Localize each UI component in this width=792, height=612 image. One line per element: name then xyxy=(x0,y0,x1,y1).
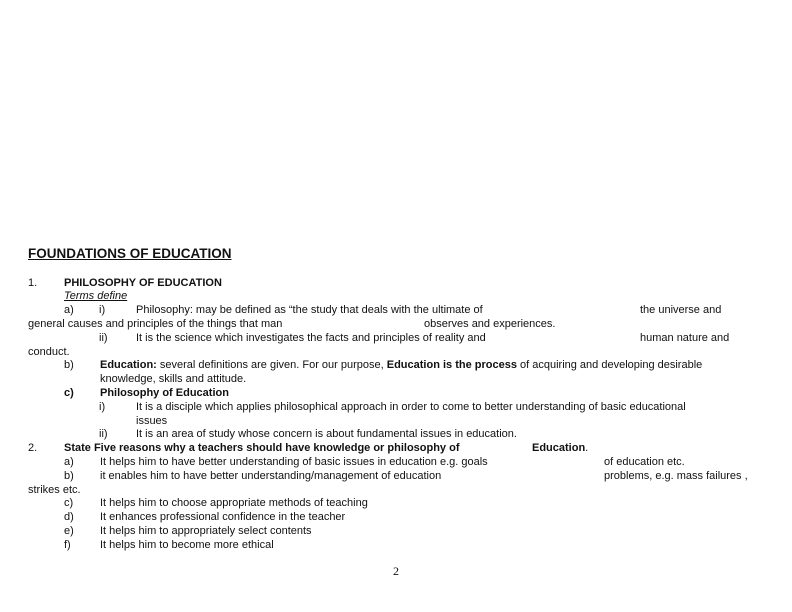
subsection-heading: Philosophy of Education xyxy=(100,387,229,399)
list-label: b) xyxy=(64,359,74,371)
list-label: f) xyxy=(64,539,71,551)
paragraph-text xyxy=(100,358,702,372)
list-item: of education etc. xyxy=(604,456,685,468)
page-number: 2 xyxy=(393,564,399,578)
document-title: FOUNDATIONS OF EDUCATION xyxy=(28,246,232,261)
bold-text: Education xyxy=(532,442,586,454)
section-heading-end xyxy=(532,441,588,455)
bold-text: Education: xyxy=(100,359,157,371)
list-label: a) xyxy=(64,456,74,468)
paragraph-text: knowledge, skills and attitude. xyxy=(100,373,247,385)
section-heading: PHILOSOPHY OF EDUCATION xyxy=(64,277,222,289)
list-item: strikes etc. xyxy=(28,484,81,496)
list-item: It enhances professional confidence in the teacher xyxy=(100,511,346,523)
list-item: It helps him to have better understanding of basic issues in education e.g. goals xyxy=(100,456,488,468)
list-label: ii) xyxy=(99,428,108,440)
list-item: it enables him to have better understanding/management of education xyxy=(100,470,442,482)
text: . xyxy=(585,442,589,454)
list-item: It helps him to choose appropriate methods of teaching xyxy=(100,497,368,509)
text: several definitions are given. For our purpose, xyxy=(156,359,387,371)
list-label: a) xyxy=(64,304,74,316)
list-label: c) xyxy=(64,387,74,399)
paragraph-text: conduct. xyxy=(28,346,70,358)
list-label: i) xyxy=(99,304,106,316)
list-item: It helps him to become more ethical xyxy=(100,539,274,551)
paragraph-text: It is the science which investigates the facts and principles of reality and xyxy=(136,332,486,344)
text: of acquiring and developing desirable xyxy=(516,359,703,371)
bold-text: Education is the process xyxy=(386,359,517,371)
paragraph-text: It is a disciple which applies philosophical approach in order to come to better understanding of basic educational xyxy=(136,401,686,413)
list-label: ii) xyxy=(99,332,108,344)
list-label: i) xyxy=(99,401,106,413)
list-label: c) xyxy=(64,497,74,509)
section-number: 2. xyxy=(28,442,38,454)
section-heading: State Five reasons why a teachers should have knowledge or philosophy of xyxy=(64,442,460,454)
list-label: e) xyxy=(64,525,74,537)
list-label: b) xyxy=(64,470,74,482)
paragraph-text: general causes and principles of the things that man xyxy=(28,318,283,330)
list-item: problems, e.g. mass failures , xyxy=(604,470,748,482)
paragraph-text: human nature and xyxy=(640,332,730,344)
paragraph-text: Philosophy: may be defined as “the study that deals with the ultimate of xyxy=(136,304,483,316)
list-label: d) xyxy=(64,511,74,523)
section-number: 1. xyxy=(28,277,38,289)
subheading: Terms define xyxy=(64,290,128,302)
paragraph-text: the universe and xyxy=(640,304,722,316)
list-item: It helps him to appropriately select contents xyxy=(100,525,312,537)
paragraph-text: It is an area of study whose concern is about fundamental issues in education. xyxy=(136,428,517,440)
paragraph-text: issues xyxy=(136,415,168,427)
paragraph-text: observes and experiences. xyxy=(424,318,556,330)
